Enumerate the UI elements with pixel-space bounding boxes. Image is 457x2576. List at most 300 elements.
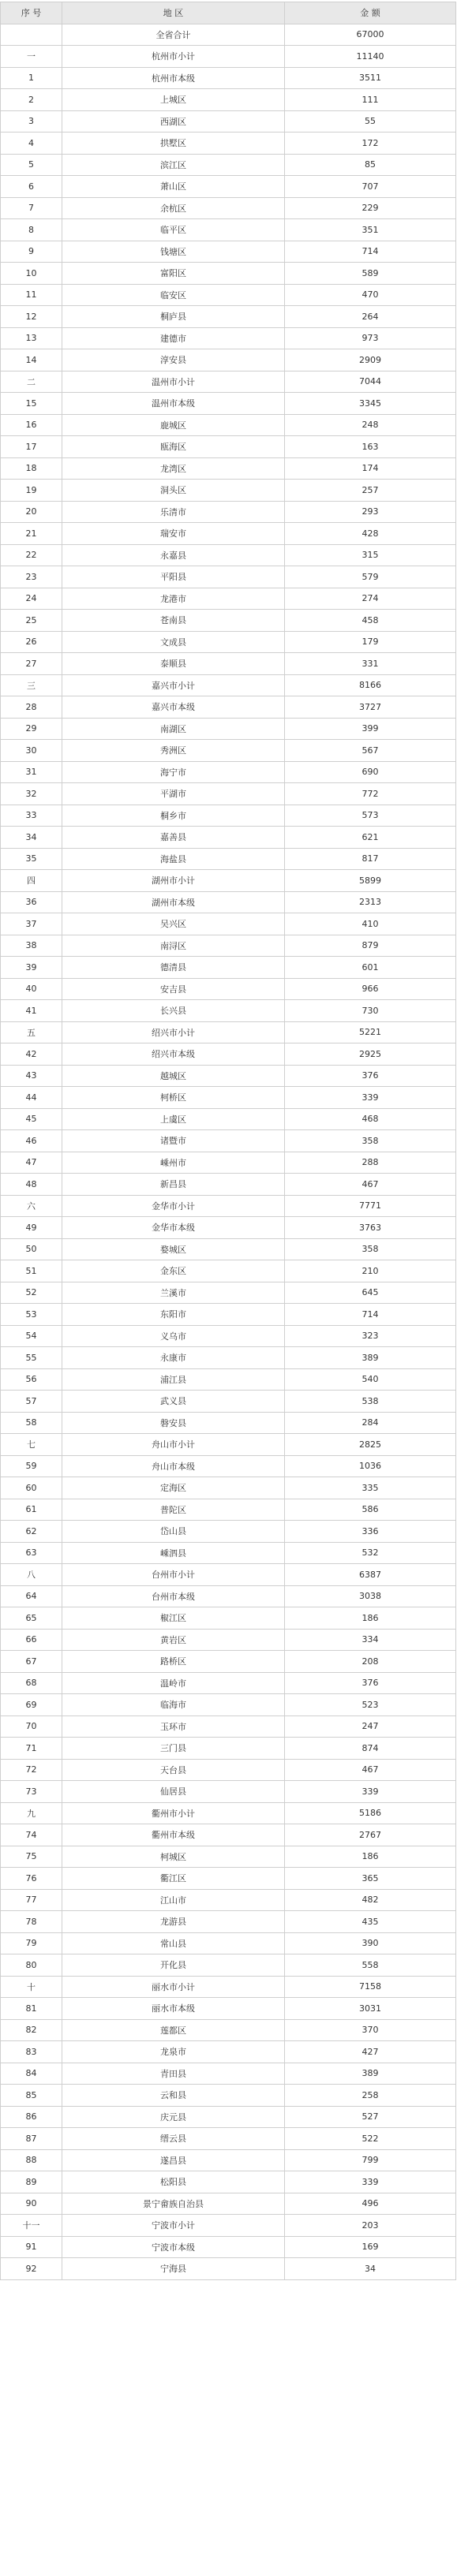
cell-no: 51 <box>1 1260 62 1282</box>
cell-region: 瓯海区 <box>62 436 285 458</box>
cell-region: 黄岩区 <box>62 1629 285 1651</box>
cell-no: 28 <box>1 696 62 719</box>
table-row <box>1 393 456 415</box>
cell-region: 浦江县 <box>62 1368 285 1391</box>
cell-no: 23 <box>1 566 62 588</box>
cell-no: 72 <box>1 1759 62 1781</box>
cell-amount: 335 <box>285 1477 456 1499</box>
table-row <box>1 1738 456 1760</box>
table-row <box>1 176 456 198</box>
header-row <box>1 2 456 24</box>
cell-amount: 248 <box>285 414 456 436</box>
cell-no: 七 <box>1 1434 62 1456</box>
cell-region: 缙云县 <box>62 2128 285 2150</box>
cell-region: 庆元县 <box>62 2106 285 2128</box>
cell-amount: 5221 <box>285 1021 456 1043</box>
cell-amount: 2909 <box>285 349 456 371</box>
cell-no: 73 <box>1 1781 62 1803</box>
cell-no: 22 <box>1 544 62 566</box>
table-row <box>1 1499 456 1521</box>
cell-region: 遂昌县 <box>62 2149 285 2171</box>
cell-region: 淳安县 <box>62 349 285 371</box>
cell-no: 61 <box>1 1499 62 1521</box>
cell-amount: 229 <box>285 197 456 219</box>
table-row <box>1 891 456 913</box>
cell-region: 金华市小计 <box>62 1195 285 1217</box>
cell-no: 69 <box>1 1694 62 1716</box>
table-row <box>1 2085 456 2107</box>
table-row <box>1 2193 456 2215</box>
cell-amount: 6387 <box>285 1564 456 1586</box>
cell-amount: 210 <box>285 1260 456 1282</box>
cell-region: 德清县 <box>62 957 285 979</box>
cell-region: 舟山市本级 <box>62 1455 285 1477</box>
table-row <box>1 1651 456 1673</box>
cell-no: 63 <box>1 1542 62 1564</box>
table-row <box>1 414 456 436</box>
cell-amount: 186 <box>285 1607 456 1630</box>
cell-amount: 208 <box>285 1651 456 1673</box>
cell-no: 7 <box>1 197 62 219</box>
header-region: 地 区 <box>62 2 285 24</box>
cell-amount: 293 <box>285 501 456 523</box>
cell-region: 诸暨市 <box>62 1130 285 1152</box>
cell-region: 金东区 <box>62 1260 285 1282</box>
table-row <box>1 653 456 675</box>
cell-region: 台州市小计 <box>62 1564 285 1586</box>
table-row <box>1 783 456 805</box>
cell-no: 80 <box>1 1954 62 1977</box>
cell-no: 55 <box>1 1347 62 1369</box>
cell-region: 江山市 <box>62 1889 285 1911</box>
cell-region: 杭州市小计 <box>62 46 285 68</box>
cell-region: 乐清市 <box>62 501 285 523</box>
cell-amount: 467 <box>285 1174 456 1196</box>
cell-no: 57 <box>1 1391 62 1413</box>
cell-amount: 427 <box>285 2041 456 2063</box>
cell-no: 31 <box>1 761 62 783</box>
cell-region: 松阳县 <box>62 2171 285 2193</box>
cell-region: 衢州市本级 <box>62 1824 285 1846</box>
cell-no: 一 <box>1 46 62 68</box>
cell-no: 5 <box>1 154 62 176</box>
cell-amount: 376 <box>285 1065 456 1087</box>
table-row <box>1 1065 456 1087</box>
cell-region: 宁波市本级 <box>62 2236 285 2258</box>
cell-amount: 179 <box>285 631 456 653</box>
cell-no: 56 <box>1 1368 62 1391</box>
cell-region: 龙港市 <box>62 588 285 610</box>
cell-region: 台州市本级 <box>62 1585 285 1607</box>
header-amount: 金 额 <box>285 2 456 24</box>
cell-no: 44 <box>1 1087 62 1109</box>
table-row <box>1 827 456 849</box>
table-row <box>1 1868 456 1890</box>
cell-no: 20 <box>1 501 62 523</box>
table-row <box>1 1368 456 1391</box>
cell-no: 四 <box>1 870 62 892</box>
cell-amount: 532 <box>285 1542 456 1564</box>
cell-amount: 163 <box>285 436 456 458</box>
cell-region: 舟山市小计 <box>62 1434 285 1456</box>
cell-region: 龙游县 <box>62 1911 285 1933</box>
cell-region: 椒江区 <box>62 1607 285 1630</box>
cell-no: 88 <box>1 2149 62 2171</box>
cell-region: 东阳市 <box>62 1304 285 1326</box>
cell-amount: 336 <box>285 1521 456 1543</box>
table-row <box>1 1043 456 1066</box>
table-row <box>1 1542 456 1564</box>
table-row <box>1 718 456 740</box>
cell-no: 65 <box>1 1607 62 1630</box>
table-row <box>1 761 456 783</box>
table-row <box>1 1021 456 1043</box>
cell-amount: 527 <box>285 2106 456 2128</box>
cell-amount: 522 <box>285 2128 456 2150</box>
table-row <box>1 197 456 219</box>
cell-region: 岱山县 <box>62 1521 285 1543</box>
cell-no: 30 <box>1 740 62 762</box>
cell-no: 85 <box>1 2085 62 2107</box>
table-row <box>1 263 456 285</box>
cell-region: 婺城区 <box>62 1238 285 1260</box>
header-no: 序 号 <box>1 2 62 24</box>
table-row <box>1 1391 456 1413</box>
cell-amount: 2925 <box>285 1043 456 1066</box>
cell-amount: 288 <box>285 1152 456 1174</box>
table-row <box>1 1087 456 1109</box>
table-row <box>1 566 456 588</box>
table-row <box>1 1846 456 1868</box>
table-row <box>1 1521 456 1543</box>
cell-amount: 3345 <box>285 393 456 415</box>
cell-amount: 538 <box>285 1391 456 1413</box>
table-row <box>1 1000 456 1022</box>
cell-region: 临安区 <box>62 284 285 306</box>
cell-amount: 274 <box>285 588 456 610</box>
cell-region: 宁海县 <box>62 2258 285 2280</box>
cell-region: 拱墅区 <box>62 133 285 155</box>
cell-amount: 2825 <box>285 1434 456 1456</box>
cell-amount: 567 <box>285 740 456 762</box>
cell-amount: 558 <box>285 1954 456 1977</box>
table-row <box>1 2041 456 2063</box>
table-row <box>1 46 456 68</box>
cell-amount: 2313 <box>285 891 456 913</box>
cell-no: 52 <box>1 1282 62 1304</box>
cell-amount: 435 <box>285 1911 456 1933</box>
cell-no: 27 <box>1 653 62 675</box>
cell-region: 越城区 <box>62 1065 285 1087</box>
cell-no: 六 <box>1 1195 62 1217</box>
table-row <box>1 2149 456 2171</box>
cell-region: 文成县 <box>62 631 285 653</box>
cell-no: 18 <box>1 457 62 480</box>
table-row <box>1 284 456 306</box>
cell-region: 建德市 <box>62 327 285 349</box>
cell-no: 34 <box>1 827 62 849</box>
cell-region: 临海市 <box>62 1694 285 1716</box>
table-row <box>1 674 456 696</box>
table-row <box>1 89 456 111</box>
cell-no: 13 <box>1 327 62 349</box>
table-row <box>1 1282 456 1304</box>
table-row <box>1 1325 456 1347</box>
cell-no: 43 <box>1 1065 62 1087</box>
table-row <box>1 1195 456 1217</box>
cell-region: 龙泉市 <box>62 2041 285 2063</box>
cell-no: 12 <box>1 306 62 328</box>
cell-amount: 11140 <box>285 46 456 68</box>
cell-no: 24 <box>1 588 62 610</box>
cell-no: 71 <box>1 1738 62 1760</box>
cell-no: 25 <box>1 610 62 632</box>
cell-amount: 258 <box>285 2085 456 2107</box>
cell-region: 全省合计 <box>62 24 285 46</box>
table-row <box>1 2019 456 2041</box>
cell-amount: 714 <box>285 1304 456 1326</box>
cell-amount: 690 <box>285 761 456 783</box>
cell-region: 钱塘区 <box>62 241 285 263</box>
cell-region: 丽水市小计 <box>62 1976 285 1998</box>
cell-region: 云和县 <box>62 2085 285 2107</box>
cell-no: 8 <box>1 219 62 241</box>
cell-region: 临平区 <box>62 219 285 241</box>
cell-no: 58 <box>1 1412 62 1434</box>
table-row <box>1 1347 456 1369</box>
table-body <box>1 24 456 2279</box>
cell-region: 平阳县 <box>62 566 285 588</box>
cell-region: 南浔区 <box>62 935 285 957</box>
cell-no: 59 <box>1 1455 62 1477</box>
table-row <box>1 436 456 458</box>
cell-amount: 358 <box>285 1130 456 1152</box>
cell-region: 普陀区 <box>62 1499 285 1521</box>
cell-amount: 339 <box>285 1087 456 1109</box>
table-row <box>1 1759 456 1781</box>
cell-no: 九 <box>1 1802 62 1824</box>
cell-amount: 339 <box>285 2171 456 2193</box>
cell-region: 滨江区 <box>62 154 285 176</box>
cell-amount: 55 <box>285 110 456 133</box>
cell-region: 嵊州市 <box>62 1152 285 1174</box>
table-row <box>1 24 456 46</box>
cell-region: 路桥区 <box>62 1651 285 1673</box>
cell-no: 78 <box>1 1911 62 1933</box>
cell-no: 38 <box>1 935 62 957</box>
cell-amount: 85 <box>285 154 456 176</box>
cell-region: 余杭区 <box>62 197 285 219</box>
cell-no: 60 <box>1 1477 62 1499</box>
cell-region: 平湖市 <box>62 783 285 805</box>
cell-amount: 339 <box>285 1781 456 1803</box>
cell-amount: 3038 <box>285 1585 456 1607</box>
cell-amount: 284 <box>285 1412 456 1434</box>
cell-amount: 874 <box>285 1738 456 1760</box>
cell-amount: 376 <box>285 1672 456 1694</box>
cell-amount: 410 <box>285 913 456 935</box>
cell-region: 开化县 <box>62 1954 285 1977</box>
cell-amount: 458 <box>285 610 456 632</box>
table-row <box>1 1412 456 1434</box>
cell-region: 三门县 <box>62 1738 285 1760</box>
table-row <box>1 1781 456 1803</box>
table-row <box>1 2128 456 2150</box>
cell-no: 74 <box>1 1824 62 1846</box>
cell-no: 53 <box>1 1304 62 1326</box>
cell-no: 26 <box>1 631 62 653</box>
table-row <box>1 1715 456 1738</box>
table-row <box>1 1954 456 1977</box>
table-row <box>1 1217 456 1239</box>
allocation-table <box>0 2 456 2280</box>
cell-region: 瑞安市 <box>62 523 285 545</box>
cell-amount: 5899 <box>285 870 456 892</box>
cell-region: 安吉县 <box>62 978 285 1000</box>
table-row <box>1 1174 456 1196</box>
cell-region: 丽水市本级 <box>62 1998 285 2020</box>
table-row <box>1 67 456 89</box>
cell-amount: 174 <box>285 457 456 480</box>
cell-no: 48 <box>1 1174 62 1196</box>
table-row <box>1 1238 456 1260</box>
table-row <box>1 1889 456 1911</box>
cell-amount: 523 <box>285 1694 456 1716</box>
cell-amount: 482 <box>285 1889 456 1911</box>
cell-region: 青田县 <box>62 2063 285 2085</box>
cell-region: 绍兴市小计 <box>62 1021 285 1043</box>
cell-no: 19 <box>1 480 62 502</box>
cell-amount: 365 <box>285 1868 456 1890</box>
cell-no: 4 <box>1 133 62 155</box>
cell-no: 81 <box>1 1998 62 2020</box>
table-row <box>1 935 456 957</box>
cell-amount: 389 <box>285 2063 456 2085</box>
cell-no: 49 <box>1 1217 62 1239</box>
table-row <box>1 2063 456 2085</box>
table-row <box>1 1585 456 1607</box>
cell-amount: 467 <box>285 1759 456 1781</box>
cell-amount: 470 <box>285 284 456 306</box>
cell-amount: 7044 <box>285 371 456 393</box>
table-row <box>1 1130 456 1152</box>
cell-region: 温岭市 <box>62 1672 285 1694</box>
cell-no: 3 <box>1 110 62 133</box>
table-row <box>1 696 456 719</box>
cell-amount: 323 <box>285 1325 456 1347</box>
cell-no: 45 <box>1 1108 62 1130</box>
table-row <box>1 1564 456 1586</box>
table-row <box>1 480 456 502</box>
cell-amount: 111 <box>285 89 456 111</box>
cell-amount: 8166 <box>285 674 456 696</box>
cell-amount: 1036 <box>285 1455 456 1477</box>
cell-no: 62 <box>1 1521 62 1543</box>
cell-amount: 586 <box>285 1499 456 1521</box>
cell-region: 上城区 <box>62 89 285 111</box>
cell-amount: 203 <box>285 2215 456 2237</box>
cell-amount: 879 <box>285 935 456 957</box>
cell-amount: 390 <box>285 1932 456 1954</box>
cell-amount: 264 <box>285 306 456 328</box>
cell-amount: 817 <box>285 848 456 870</box>
cell-region: 磐安县 <box>62 1412 285 1434</box>
table-row <box>1 1694 456 1716</box>
cell-no: 41 <box>1 1000 62 1022</box>
cell-region: 上虞区 <box>62 1108 285 1130</box>
cell-no: 33 <box>1 805 62 827</box>
table-row <box>1 805 456 827</box>
cell-no: 92 <box>1 2258 62 2280</box>
cell-region: 金华市本级 <box>62 1217 285 1239</box>
cell-region: 新昌县 <box>62 1174 285 1196</box>
cell-amount: 3511 <box>285 67 456 89</box>
cell-region: 常山县 <box>62 1932 285 1954</box>
cell-no: 87 <box>1 2128 62 2150</box>
cell-amount: 428 <box>285 523 456 545</box>
table-row <box>1 1932 456 1954</box>
cell-region: 湖州市本级 <box>62 891 285 913</box>
cell-amount: 358 <box>285 1238 456 1260</box>
table-row <box>1 1976 456 1998</box>
cell-region: 永康市 <box>62 1347 285 1369</box>
cell-amount: 7771 <box>285 1195 456 1217</box>
cell-amount: 496 <box>285 2193 456 2215</box>
cell-no: 83 <box>1 2041 62 2063</box>
cell-region: 海宁市 <box>62 761 285 783</box>
table-row <box>1 1260 456 1282</box>
table-row <box>1 1672 456 1694</box>
cell-region: 武义县 <box>62 1391 285 1413</box>
table-row <box>1 1477 456 1499</box>
cell-no: 91 <box>1 2236 62 2258</box>
table-row <box>1 631 456 653</box>
cell-amount: 351 <box>285 219 456 241</box>
cell-amount: 601 <box>285 957 456 979</box>
cell-no: 17 <box>1 436 62 458</box>
table-row <box>1 1304 456 1326</box>
cell-region: 苍南县 <box>62 610 285 632</box>
cell-region: 柯城区 <box>62 1846 285 1868</box>
table-row <box>1 1911 456 1933</box>
cell-region: 鹿城区 <box>62 414 285 436</box>
cell-no: 36 <box>1 891 62 913</box>
cell-no: 35 <box>1 848 62 870</box>
cell-region: 南湖区 <box>62 718 285 740</box>
cell-no: 二 <box>1 371 62 393</box>
cell-region: 温州市本级 <box>62 393 285 415</box>
table-row <box>1 740 456 762</box>
cell-no: 67 <box>1 1651 62 1673</box>
cell-region: 兰溪市 <box>62 1282 285 1304</box>
cell-no: 39 <box>1 957 62 979</box>
table-row <box>1 110 456 133</box>
cell-no: 66 <box>1 1629 62 1651</box>
cell-amount: 3727 <box>285 696 456 719</box>
cell-no: 77 <box>1 1889 62 1911</box>
table-row <box>1 2236 456 2258</box>
cell-region: 定海区 <box>62 1477 285 1499</box>
cell-region: 义乌市 <box>62 1325 285 1347</box>
cell-no: 三 <box>1 674 62 696</box>
cell-amount: 389 <box>285 1347 456 1369</box>
cell-region: 秀洲区 <box>62 740 285 762</box>
table-row <box>1 241 456 263</box>
cell-amount: 5186 <box>285 1802 456 1824</box>
cell-region: 海盐县 <box>62 848 285 870</box>
cell-amount: 621 <box>285 827 456 849</box>
cell-region: 湖州市小计 <box>62 870 285 892</box>
